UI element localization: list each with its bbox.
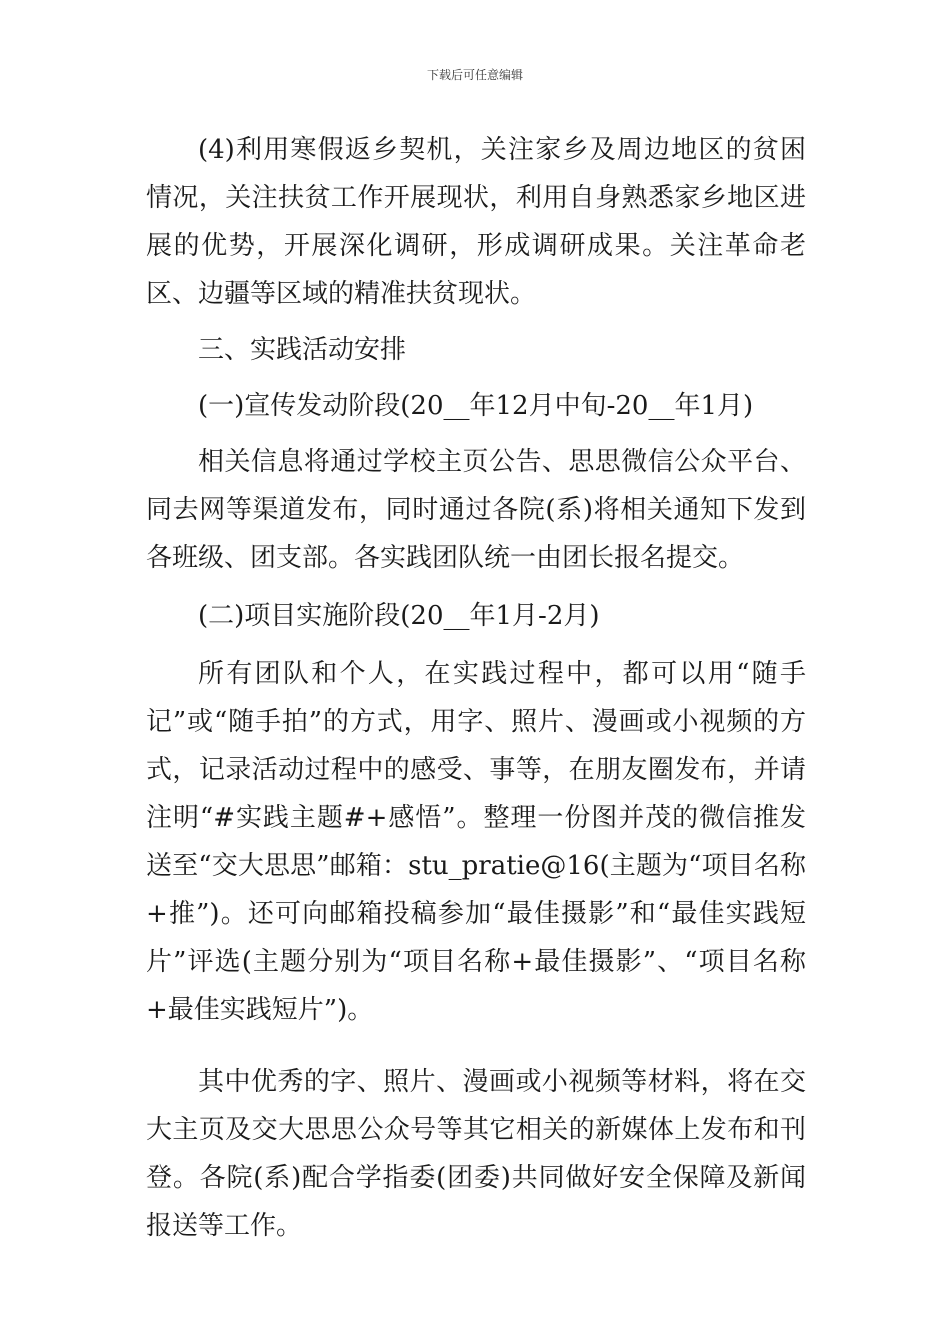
page-header-note: 下载后可任意编辑 — [426, 68, 523, 82]
stage-heading-implementation: (二)项目实施阶段(20__年1月-2月) — [198, 601, 600, 631]
paragraph-publicity: 相关信息将通过学校主页公告、思思微信公众平台、同去网等渠道发布，同时通过各院(系)将相关通知下发到各班级、团支部。各实践团队统一由团长报名提交。 — [146, 447, 806, 573]
section-heading-practice-arrangement: 三、实践活动安排 — [198, 335, 407, 365]
paragraph-item-4: (4)利用寒假返乡契机，关注家乡及周边地区的贫困情况，关注扶贫工作开展现状，利用自身熟悉家乡地区进展的优势，开展深化调研，形成调研成果。关注革命老区、边疆等区域的精准扶贫现状。 — [146, 135, 806, 309]
stage-heading-publicity: (一)宣传发动阶段(20__年12月中旬-20__年1月) — [198, 391, 754, 421]
paragraph-implementation: 所有团队和个人，在实践过程中，都可以用“随手记”或“随手拍”的方式，用字、照片、漫画或小视频的方式，记录活动过程中的感受、事等，在朋友圈发布，并请注明“#实践主题#+感悟”。整理一份图并茂的微信推发送至“交大思思”邮箱：stu_pratie@16(主题为“项目名称+推”)。还可向邮箱投稿参加“最佳摄影”和“最佳实践短片”评选(主题分别为“项目名称+最佳摄影”、“项目名称+最佳实践短片”)。 — [146, 659, 806, 1025]
document-body — [146, 126, 806, 1250]
paragraph-outstanding-materials: 其中优秀的字、照片、漫画或小视频等材料，将在交大主页及交大思思公众号等其它相关的新媒体上发布和刊登。各院(系)配合学指委(团委)共同做好安全保障及新闻报送等工作。 — [146, 1067, 806, 1241]
